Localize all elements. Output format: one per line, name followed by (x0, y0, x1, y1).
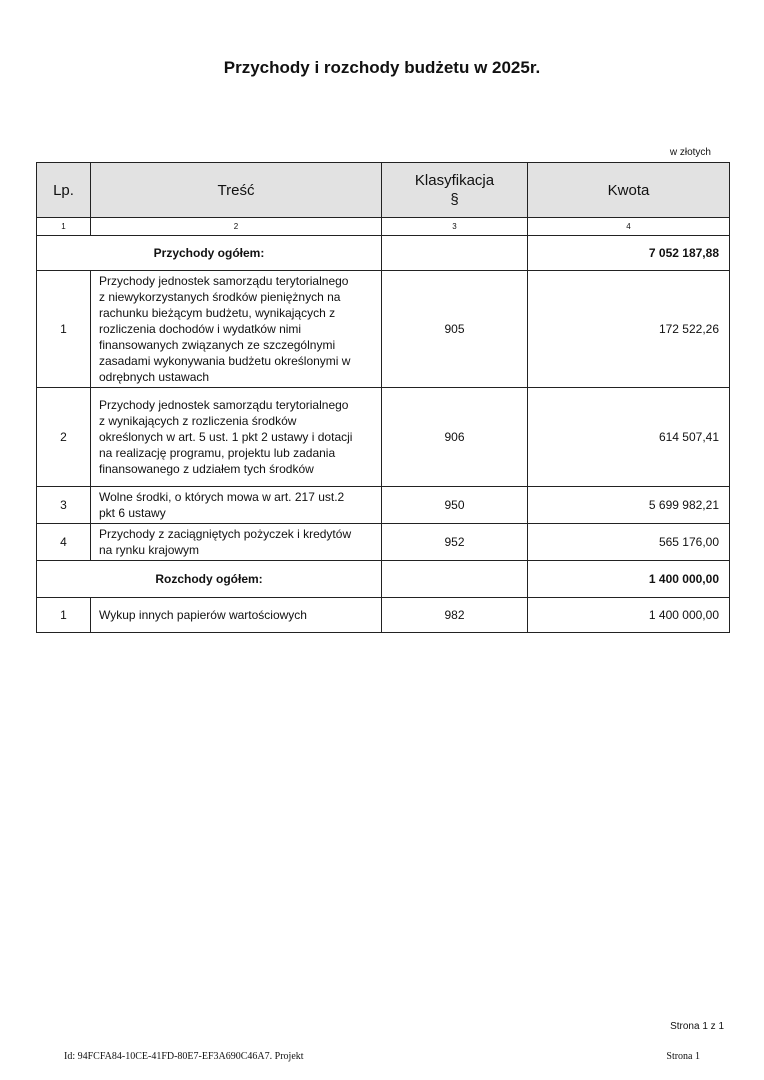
column-number: 4 (528, 218, 730, 236)
column-number-row (37, 218, 730, 236)
page-of-label: Strona 1 z 1 (670, 1021, 724, 1032)
row-klasyfikacja: 950 (382, 487, 528, 524)
row-lp: 1 (37, 598, 91, 633)
table-row (37, 388, 730, 487)
row-tresc (91, 598, 382, 633)
przychody-total-klasyfikacja (382, 236, 528, 271)
rozchody-total-row (37, 561, 730, 598)
row-tresc-text: Przychody jednostek samorządu terytorialnego z niewykorzystanych środków pieniężnych na rachunku bieżącym budżetu, wynikających z rozliczenia dochodów i wydatków nimi finansowanych związanych ze szczególnymi zasadami wykonywania budżetu określonymi w odrębnych ustawach (99, 274, 351, 384)
header-paragraph-sign: § (450, 191, 459, 208)
header-tresc: Treść (91, 163, 382, 218)
row-klasyfikacja: 952 (382, 524, 528, 561)
row-kwota: 1 400 000,00 (528, 598, 730, 633)
page-number: Strona 1 (666, 1051, 700, 1062)
row-lp: 4 (37, 524, 91, 561)
row-tresc (91, 271, 382, 388)
row-kwota: 565 176,00 (528, 524, 730, 561)
row-kwota: 614 507,41 (528, 388, 730, 487)
column-number: 1 (37, 218, 91, 236)
row-tresc-text: Wykup innych papierów wartościowych (99, 608, 307, 622)
row-klasyfikacja: 906 (382, 388, 528, 487)
rozchody-total-klasyfikacja (382, 561, 528, 598)
przychody-total-value: 7 052 187,88 (528, 236, 730, 271)
document-title: Przychody i rozchody budżetu w 2025r. (223, 58, 541, 77)
unit-note: w złotych (669, 147, 711, 158)
table-row (37, 487, 730, 524)
header-row (37, 163, 730, 218)
rozchody-total-value: 1 400 000,00 (528, 561, 730, 598)
przychody-total-label: Przychody ogółem: (37, 236, 382, 271)
column-number: 3 (382, 218, 528, 236)
document-id: Id: 94FCFA84-10CE-41FD-80E7-EF3A690C46A7. Projekt (64, 1051, 304, 1062)
row-klasyfikacja: 982 (382, 598, 528, 633)
table-row (37, 524, 730, 561)
table-row (37, 598, 730, 633)
row-tresc (91, 524, 382, 561)
header-kwota: Kwota (528, 163, 730, 218)
row-tresc-text: Przychody z zaciągniętych pożyczek i kredytów na rynku krajowym (99, 527, 352, 557)
row-lp: 3 (37, 487, 91, 524)
header-klasyfikacja (382, 163, 528, 218)
row-lp: 2 (37, 388, 91, 487)
header-klasyfikacja-label: Klasyfikacja (414, 172, 495, 189)
przychody-total-row (37, 236, 730, 271)
rozchody-total-label: Rozchody ogółem: (37, 561, 382, 598)
row-kwota: 172 522,26 (528, 271, 730, 388)
row-tresc (91, 487, 382, 524)
row-tresc-text: Wolne środki, o których mowa w art. 217 ust.2 pkt 6 ustawy (99, 490, 345, 520)
budget-table (36, 162, 730, 633)
row-kwota: 5 699 982,21 (528, 487, 730, 524)
column-number: 2 (91, 218, 382, 236)
header-lp: Lp. (37, 163, 91, 218)
row-klasyfikacja: 905 (382, 271, 528, 388)
row-tresc-text: Przychody jednostek samorządu terytorialnego z wynikających z rozliczenia środków określonych w art. 5 ust. 1 pkt 2 ustawy i dotacji na realizację programu, projektu lub zadania finansowanego z udziałem tych środków (99, 398, 353, 476)
table-row (37, 271, 730, 388)
row-lp: 1 (37, 271, 91, 388)
row-tresc (91, 388, 382, 487)
